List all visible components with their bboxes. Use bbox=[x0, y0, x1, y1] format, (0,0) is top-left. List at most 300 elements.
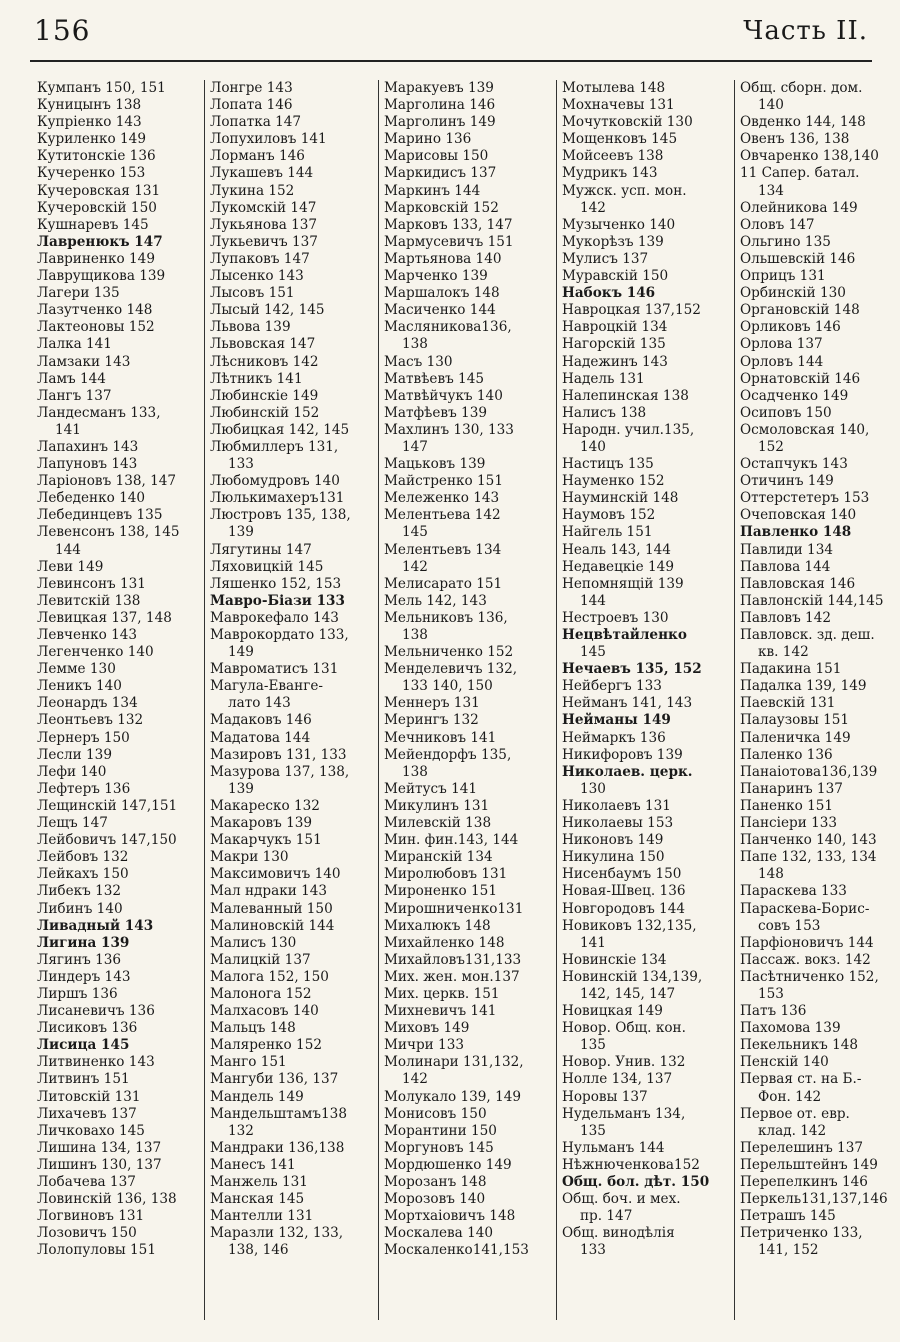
index-entry: Малисъ 130 bbox=[210, 934, 297, 951]
index-entry: Мавро-Біази 133 bbox=[210, 592, 345, 609]
index-entry: Лигина 139 bbox=[37, 934, 130, 951]
index-entry: Ляховицкій 145 bbox=[210, 558, 324, 575]
index-entry: Народн. учил.135, bbox=[562, 421, 695, 438]
index-entry: Лолопуловы 151 bbox=[37, 1242, 156, 1259]
index-entry: Маврокордато 133, bbox=[210, 627, 349, 643]
index-entry: Никоновъ 149 bbox=[562, 832, 664, 849]
index-entry: Перельштейнъ 149 bbox=[740, 1156, 878, 1173]
index-entry: Ландесманъ 133, bbox=[37, 404, 161, 421]
index-entry: Общ. боч. и мех. bbox=[562, 1191, 681, 1208]
index-entry: 152 bbox=[758, 438, 784, 455]
index-entry: Меннеръ 131 bbox=[384, 695, 480, 712]
index-entry: Малхасовъ 140 bbox=[210, 1003, 319, 1020]
index-entry: Новинскіе 134 bbox=[562, 951, 667, 968]
index-entry: Николаев. церк. bbox=[562, 763, 693, 780]
index-entry: Мойсеевъ 138 bbox=[562, 148, 664, 165]
index-entry: Очеповская 140 bbox=[740, 507, 857, 524]
index-entry: Малонога 152 bbox=[210, 985, 312, 1002]
index-entry: Первая ст. на Б.- bbox=[740, 1071, 862, 1088]
index-entry: Маркидисъ 137 bbox=[384, 165, 497, 182]
index-entry: Овчаренко 138,140 bbox=[740, 148, 879, 165]
index-entry: Лобачева 137 bbox=[37, 1174, 136, 1190]
index-entry: Лещъ 147 bbox=[37, 815, 108, 832]
index-entry: Мечниковъ 141 bbox=[384, 729, 497, 746]
index-entry: Лысенко 143 bbox=[210, 268, 304, 285]
index-entry: Параскева-Борис- bbox=[740, 900, 870, 917]
index-entry: Мироненко 151 bbox=[384, 883, 497, 900]
index-entry: Мазурова 137, 138, bbox=[210, 763, 350, 780]
index-entry: Лернеръ 150 bbox=[37, 729, 130, 746]
index-entry: Лихачевъ 137 bbox=[37, 1105, 137, 1122]
index-entry: Миховъ 149 bbox=[384, 1020, 470, 1037]
index-entry: 141 bbox=[55, 421, 81, 438]
index-entry: Левченко 143 bbox=[37, 627, 138, 643]
index-entry: Павловъ 142 bbox=[740, 609, 832, 626]
index-entry: Мукорѣзъ 139 bbox=[562, 233, 664, 250]
index-entry: Москаленко141,153 bbox=[384, 1242, 529, 1259]
index-entry: 138 bbox=[402, 763, 428, 780]
index-entry: Мохначевы 131 bbox=[562, 97, 675, 114]
index-entry: Ольшевскій 146 bbox=[740, 250, 856, 267]
index-entry: Овенъ 136, 138 bbox=[740, 131, 850, 148]
index-entry: Кучеровскій 150 bbox=[37, 199, 157, 216]
index-entry: 140 bbox=[758, 97, 784, 114]
index-entry: Лейбовичъ 147,150 bbox=[37, 832, 177, 849]
index-entry: совъ 153 bbox=[758, 917, 821, 934]
index-entry: Новор. Общ. кон. bbox=[562, 1020, 686, 1037]
index-entry: Маркинъ 144 bbox=[384, 182, 481, 199]
index-entry: 11 Сапер. батал. bbox=[740, 165, 860, 182]
index-entry: Панаринъ 137 bbox=[740, 780, 843, 797]
index-entry: Мелентьева 142 bbox=[384, 507, 501, 524]
index-entry: Кумпанъ 150, 151 bbox=[37, 80, 166, 96]
index-entry: Мужск. усп. мон. bbox=[562, 182, 687, 199]
index-entry: Морозовъ 140 bbox=[384, 1191, 486, 1208]
index-entry: Науменко 152 bbox=[562, 473, 665, 490]
index-entry: Мангуби 136, 137 bbox=[210, 1071, 339, 1088]
index-entry: Ляшенко 152, 153 bbox=[210, 575, 342, 592]
index-entry: Нейманы 149 bbox=[562, 712, 671, 729]
index-entry: Линдеръ 143 bbox=[37, 968, 131, 985]
index-entry: Мальцъ 148 bbox=[210, 1020, 296, 1037]
index-entry: Надель 131 bbox=[562, 370, 645, 387]
index-entry: Ловинскій 136, 138 bbox=[37, 1191, 177, 1208]
index-entry: Лаврущикова 139 bbox=[37, 268, 166, 285]
index-entry: Мавроматисъ 131 bbox=[210, 661, 339, 678]
index-entry: Мелисарато 151 bbox=[384, 575, 503, 592]
index-entry: Осиповъ 150 bbox=[740, 404, 832, 421]
index-entry: Люстровъ 135, 138, bbox=[210, 507, 351, 524]
index-entry: Перелешинъ 137 bbox=[740, 1139, 864, 1156]
index-entry: Пенскій 140 bbox=[740, 1054, 829, 1071]
index-entry: Любицкая 142, 145 bbox=[210, 421, 350, 438]
index-entry: Нѣжнюченкова152 bbox=[562, 1156, 700, 1173]
index-entry: Мележенко 143 bbox=[384, 490, 500, 507]
index-entry: Общ. бол. дѣт. 150 bbox=[562, 1174, 710, 1190]
index-entry: Остапчукъ 143 bbox=[740, 456, 848, 473]
index-entry: Лемме 130 bbox=[37, 661, 116, 678]
index-entry: Леникъ 140 bbox=[37, 678, 122, 695]
index-entry: Налепинская 138 bbox=[562, 387, 689, 404]
index-entry: Нечаевъ 135, 152 bbox=[562, 661, 702, 678]
index-entry: Микулинъ 131 bbox=[384, 797, 490, 814]
index-entry: Музыченко 140 bbox=[562, 216, 676, 233]
index-entry: Нисенбаумъ 150 bbox=[562, 866, 682, 883]
index-entry: Михайленко 148 bbox=[384, 934, 505, 951]
index-entry: Общ. сборн. дом. bbox=[740, 80, 863, 96]
index-entry: Нейманъ 141, 143 bbox=[562, 695, 693, 712]
index-entry: Патъ 136 bbox=[740, 1003, 807, 1020]
index-entry: Куриленко 149 bbox=[37, 131, 146, 148]
index-entry: Новицкая 149 bbox=[562, 1003, 663, 1020]
index-entry: Никифоровъ 139 bbox=[562, 746, 683, 763]
index-entry: Найгель 151 bbox=[562, 524, 653, 541]
index-entry: Наумовъ 152 bbox=[562, 507, 656, 524]
index-entry: 139 bbox=[228, 524, 254, 541]
index-entry: 139 bbox=[228, 780, 254, 797]
index-entry: Малицкій 137 bbox=[210, 951, 311, 968]
index-entry: Оттерстетеръ 153 bbox=[740, 490, 870, 507]
index-entry: Паненко 151 bbox=[740, 797, 834, 814]
index-entry: Никулина 150 bbox=[562, 849, 665, 866]
index-entry: 141 bbox=[580, 934, 606, 951]
index-entry: Ламзаки 143 bbox=[37, 353, 131, 370]
index-entry: Легенченко 140 bbox=[37, 644, 154, 661]
index-column-2 bbox=[204, 80, 374, 1320]
index-entry: Отичинъ 149 bbox=[740, 473, 834, 490]
index-entry: Осмоловская 140, bbox=[740, 421, 870, 438]
index-entry: Либинъ 140 bbox=[37, 900, 123, 917]
index-entry: Милевскій 138 bbox=[384, 815, 492, 832]
index-entry: Маляренко 152 bbox=[210, 1037, 322, 1054]
index-entry: Мотылева 148 bbox=[562, 80, 666, 96]
index-entry: Лукина 152 bbox=[210, 182, 295, 199]
index-entry: кв. 142 bbox=[758, 644, 809, 661]
index-entry: Николаевъ 131 bbox=[562, 797, 671, 814]
index-entry: Личковахо 145 bbox=[37, 1122, 145, 1139]
index-entry: Лалка 141 bbox=[37, 336, 112, 353]
index-entry: Лукомскій 147 bbox=[210, 199, 317, 216]
index-entry: Лиршъ 136 bbox=[37, 985, 118, 1002]
index-entry: Молинари 131,132, bbox=[384, 1054, 524, 1071]
index-entry: Мандраки 136,138 bbox=[210, 1139, 345, 1156]
index-entry: Матвѣйчукъ 140 bbox=[384, 387, 503, 404]
index-entry: Марголинъ 149 bbox=[384, 114, 496, 131]
index-entry: Паевскій 131 bbox=[740, 695, 836, 712]
index-entry: Мичри 133 bbox=[384, 1037, 464, 1054]
index-entry: Нудельманъ 134, bbox=[562, 1105, 686, 1122]
index-entry: Новгородовъ 144 bbox=[562, 900, 686, 917]
index-entry: Новиковъ 132,135, bbox=[562, 917, 697, 934]
index-entry: клад. 142 bbox=[758, 1122, 827, 1139]
index-entry: Марченко 139 bbox=[384, 268, 488, 285]
index-entry: Орлова 137 bbox=[740, 336, 823, 353]
index-entry: Любинскіе 149 bbox=[210, 387, 319, 404]
index-column-3 bbox=[378, 80, 552, 1320]
index-entry: Лангъ 137 bbox=[37, 387, 112, 404]
index-entry: Мейендорфъ 135, bbox=[384, 746, 512, 763]
index-entry: Маршалокъ 148 bbox=[384, 285, 500, 302]
index-entry: Овденко 144, 148 bbox=[740, 114, 866, 131]
index-entry: 130 bbox=[580, 780, 606, 797]
index-entry: Мандельштамъ138 bbox=[210, 1105, 347, 1122]
index-entry: Морозанъ 148 bbox=[384, 1174, 487, 1190]
index-entry: Мудрикъ 143 bbox=[562, 165, 658, 182]
index-entry: 145 bbox=[402, 524, 428, 541]
index-entry: Лупаковъ 147 bbox=[210, 250, 310, 267]
index-entry: Макарчукъ 151 bbox=[210, 832, 322, 849]
index-entry: Мельниковъ 136, bbox=[384, 609, 508, 626]
index-entry: Левинсонъ 131 bbox=[37, 575, 146, 592]
index-entry: Мадатова 144 bbox=[210, 729, 311, 746]
index-entry: Мочутковскій 130 bbox=[562, 114, 693, 131]
index-entry: Майстренко 151 bbox=[384, 473, 503, 490]
index-entry: 142 bbox=[402, 558, 428, 575]
index-entry: Ларіоновъ 138, 147 bbox=[37, 473, 177, 490]
index-entry: Настицъ 135 bbox=[562, 456, 654, 473]
index-entry: Лягинъ 136 bbox=[37, 951, 122, 968]
index-entry: Маразли 132, 133, bbox=[210, 1225, 344, 1242]
index-entry: Малеванный 150 bbox=[210, 900, 333, 917]
index-entry: Павловск. зд. деш. bbox=[740, 627, 875, 643]
index-entry: Лисица 145 bbox=[37, 1037, 130, 1054]
index-entry: Параскева 133 bbox=[740, 883, 847, 900]
index-entry: Мих. церкв. 151 bbox=[384, 985, 500, 1002]
index-entry: Лейкахъ 150 bbox=[37, 866, 129, 883]
index-entry: Масъ 130 bbox=[384, 353, 453, 370]
index-entry: Мейтусъ 141 bbox=[384, 780, 478, 797]
index-entry: Лефи 140 bbox=[37, 763, 107, 780]
index-entry: Махлинъ 130, 133 bbox=[384, 421, 514, 438]
index-entry: Леонардъ 134 bbox=[37, 695, 138, 712]
index-entry: Лопухиловъ 141 bbox=[210, 131, 327, 148]
index-entry: Перкель131,137,146 bbox=[740, 1191, 888, 1208]
index-entry: Лонгре 143 bbox=[210, 80, 293, 96]
index-entry: Мадаковъ 146 bbox=[210, 712, 312, 729]
index-entry: Любинскій 152 bbox=[210, 404, 320, 421]
index-entry: Мазировъ 131, 133 bbox=[210, 746, 347, 763]
index-entry: Лопатка 147 bbox=[210, 114, 302, 131]
index-entry: Новая-Швец. 136 bbox=[562, 883, 686, 900]
index-entry: Мартьянова 140 bbox=[384, 250, 502, 267]
index-entry: Мих. жен. мон.137 bbox=[384, 968, 520, 985]
index-entry: Норовы 137 bbox=[562, 1088, 648, 1105]
index-entry: Литовскій 131 bbox=[37, 1088, 141, 1105]
index-entry: 134 bbox=[758, 182, 784, 199]
index-entry: 133 bbox=[580, 1242, 606, 1259]
index-entry: Непомнящій 139 bbox=[562, 575, 684, 592]
index-entry: лато 143 bbox=[228, 695, 291, 712]
index-entry: Купріенко 143 bbox=[37, 114, 142, 131]
index-entry: Нагорскій 135 bbox=[562, 336, 666, 353]
index-entry: 133 bbox=[228, 456, 254, 473]
index-entry: Молукало 139, 149 bbox=[384, 1088, 522, 1105]
index-entry: Фон. 142 bbox=[758, 1088, 822, 1105]
index-entry: Навроцкая 137,152 bbox=[562, 302, 701, 319]
index-entry: Леви 149 bbox=[37, 558, 104, 575]
index-entry: Малога 152, 150 bbox=[210, 968, 329, 985]
index-entry: Мал ндраки 143 bbox=[210, 883, 328, 900]
index-entry: Миранскій 134 bbox=[384, 849, 493, 866]
page-number: 156 bbox=[34, 14, 91, 47]
index-entry: Лавриненко 149 bbox=[37, 250, 155, 267]
index-entry: Левитскій 138 bbox=[37, 592, 141, 609]
index-entry: Литвиненко 143 bbox=[37, 1054, 155, 1071]
index-columns bbox=[32, 80, 900, 1320]
index-entry: Парфіоновичъ 144 bbox=[740, 934, 874, 951]
index-entry: Пекельникъ 148 bbox=[740, 1037, 859, 1054]
index-entry: Лѣтникъ 141 bbox=[210, 370, 303, 387]
index-entry: Любмиллеръ 131, bbox=[210, 438, 339, 455]
index-entry: Надежинъ 143 bbox=[562, 353, 668, 370]
index-entry: Логвиновъ 131 bbox=[37, 1208, 145, 1225]
index-entry: Ольгино 135 bbox=[740, 233, 831, 250]
index-entry: Лапахинъ 143 bbox=[37, 438, 139, 455]
index-entry: Перепелкинъ 146 bbox=[740, 1174, 868, 1190]
index-entry: Науминскій 148 bbox=[562, 490, 679, 507]
index-entry: Нейбергъ 133 bbox=[562, 678, 662, 695]
index-entry: Мандель 149 bbox=[210, 1088, 304, 1105]
index-entry: Пансіери 133 bbox=[740, 815, 838, 832]
index-entry: Менделевичъ 132, bbox=[384, 661, 518, 678]
index-entry: Михайловъ131,133 bbox=[384, 951, 522, 968]
index-entry: Марковъ 133, 147 bbox=[384, 216, 513, 233]
index-entry: Лесли 139 bbox=[37, 746, 112, 763]
index-entry: 138, 146 bbox=[228, 1242, 289, 1259]
index-entry: Марисовы 150 bbox=[384, 148, 489, 165]
index-entry: Падакина 151 bbox=[740, 661, 842, 678]
index-entry: Павлонскій 144,145 bbox=[740, 592, 884, 609]
index-entry: Оловъ 147 bbox=[740, 216, 815, 233]
index-entry: Недавецкіе 149 bbox=[562, 558, 674, 575]
index-entry: Львовская 147 bbox=[210, 336, 316, 353]
index-entry: 142 bbox=[402, 1071, 428, 1088]
index-entry: Лѣсниковъ 142 bbox=[210, 353, 319, 370]
index-entry: Михневичъ 141 bbox=[384, 1003, 497, 1020]
index-entry: Палаузовы 151 bbox=[740, 712, 850, 729]
index-entry: Лукашевъ 144 bbox=[210, 165, 314, 182]
index-entry: Матфѣевъ 139 bbox=[384, 404, 487, 421]
index-entry: Налисъ 138 bbox=[562, 404, 647, 421]
index-entry: Мирошниченко131 bbox=[384, 900, 524, 917]
index-column-1 bbox=[32, 80, 200, 1320]
index-entry: Масиченко 144 bbox=[384, 302, 496, 319]
index-entry: Мулисъ 137 bbox=[562, 250, 649, 267]
index-entry: Лисаневичъ 136 bbox=[37, 1003, 155, 1020]
index-entry: Марголина 146 bbox=[384, 97, 496, 114]
index-entry: Павлова 144 bbox=[740, 558, 831, 575]
index-entry: Москалева 140 bbox=[384, 1225, 494, 1242]
index-entry: Мин. фин.143, 144 bbox=[384, 832, 519, 849]
index-entry: Масляникова136, bbox=[384, 319, 512, 336]
index-entry: Паленичка 149 bbox=[740, 729, 851, 746]
index-entry: Новинскій 134,139, bbox=[562, 968, 703, 985]
index-entry: Люлькимахеръ131 bbox=[210, 490, 345, 507]
index-entry: Павлиди 134 bbox=[740, 541, 834, 558]
index-entry: Николаевы 153 bbox=[562, 815, 674, 832]
index-entry: Макри 130 bbox=[210, 849, 289, 866]
index-entry: Мощенковъ 145 bbox=[562, 131, 678, 148]
index-entry: Мордюшенко 149 bbox=[384, 1156, 512, 1173]
index-entry: Пахомова 139 bbox=[740, 1020, 841, 1037]
index-entry: Лукьянова 137 bbox=[210, 216, 318, 233]
index-entry: Манесъ 141 bbox=[210, 1156, 296, 1173]
index-entry: 142 bbox=[580, 199, 606, 216]
index-entry: 133 140, 150 bbox=[402, 678, 493, 695]
index-entry: Лорманъ 146 bbox=[210, 148, 305, 165]
index-entry: Осадченко 149 bbox=[740, 387, 849, 404]
index-entry: Миролюбовъ 131 bbox=[384, 866, 508, 883]
index-entry: Лебеденко 140 bbox=[37, 490, 146, 507]
index-entry: Кутитонскіе 136 bbox=[37, 148, 156, 165]
index-entry: Набокъ 146 bbox=[562, 285, 656, 302]
index-entry: 149 bbox=[228, 644, 254, 661]
index-entry: Кушнаревъ 145 bbox=[37, 216, 149, 233]
index-entry: 138 bbox=[402, 627, 428, 643]
index-entry: Мацьковъ 139 bbox=[384, 456, 486, 473]
index-entry: Павленко 148 bbox=[740, 524, 852, 541]
top-rule bbox=[30, 60, 872, 62]
index-entry: 145 bbox=[580, 644, 606, 661]
index-entry: Паленко 136 bbox=[740, 746, 833, 763]
index-entry: 144 bbox=[55, 541, 81, 558]
index-entry: Лебединцевъ 135 bbox=[37, 507, 163, 524]
index-entry: Кучеренко 153 bbox=[37, 165, 146, 182]
index-entry: Лишинъ 130, 137 bbox=[37, 1156, 162, 1173]
index-entry: 135 bbox=[580, 1037, 606, 1054]
index-entry: Марино 136 bbox=[384, 131, 472, 148]
index-entry: Нецвѣтайленко bbox=[562, 627, 687, 643]
index-entry: Лещинскій 147,151 bbox=[37, 797, 178, 814]
index-entry: Органовскій 148 bbox=[740, 302, 860, 319]
index-entry: Лозовичъ 150 bbox=[37, 1225, 137, 1242]
index-entry: Манго 151 bbox=[210, 1054, 287, 1071]
index-entry: пр. 147 bbox=[580, 1208, 633, 1225]
index-entry: Мельниченко 152 bbox=[384, 644, 514, 661]
index-entry: 135 bbox=[580, 1122, 606, 1139]
index-entry: Орловъ 144 bbox=[740, 353, 824, 370]
index-entry: Панаіотова136,139 bbox=[740, 763, 878, 780]
index-entry: Мортхаіовичъ 148 bbox=[384, 1208, 516, 1225]
index-entry: Мармусевичъ 151 bbox=[384, 233, 514, 250]
index-entry: 144 bbox=[580, 592, 606, 609]
index-entry: Левенсонъ 138, 145 bbox=[37, 524, 180, 541]
index-entry: Неаль 143, 144 bbox=[562, 541, 671, 558]
index-entry: 141, 152 bbox=[758, 1242, 819, 1259]
index-entry: 147 bbox=[402, 438, 428, 455]
index-entry: Пасѣтниченко 152, bbox=[740, 968, 879, 985]
index-entry: Навроцкій 134 bbox=[562, 319, 668, 336]
index-entry: Павловская 146 bbox=[740, 575, 856, 592]
index-entry: Мантелли 131 bbox=[210, 1208, 314, 1225]
index-entry: Лазутченко 148 bbox=[37, 302, 153, 319]
index-entry: Лягутины 147 bbox=[210, 541, 312, 558]
index-entry: 148 bbox=[758, 866, 784, 883]
index-entry: Маракуевъ 139 bbox=[384, 80, 494, 96]
index-entry: Лукьевичъ 137 bbox=[210, 233, 318, 250]
index-entry: Леонтьевъ 132 bbox=[37, 712, 144, 729]
index-entry: Лысовъ 151 bbox=[210, 285, 295, 302]
index-entry: Мерингъ 132 bbox=[384, 712, 479, 729]
index-entry: Куницынъ 138 bbox=[37, 97, 142, 114]
index-entry: Лысый 142, 145 bbox=[210, 302, 325, 319]
index-entry: Лактеоновы 152 bbox=[37, 319, 155, 336]
part-title: Часть II. bbox=[743, 16, 868, 46]
index-entry: Львова 139 bbox=[210, 319, 291, 336]
index-entry: Маврокефало 143 bbox=[210, 609, 339, 626]
index-entry: Ламъ 144 bbox=[37, 370, 106, 387]
index-entry: Макаровъ 139 bbox=[210, 815, 313, 832]
